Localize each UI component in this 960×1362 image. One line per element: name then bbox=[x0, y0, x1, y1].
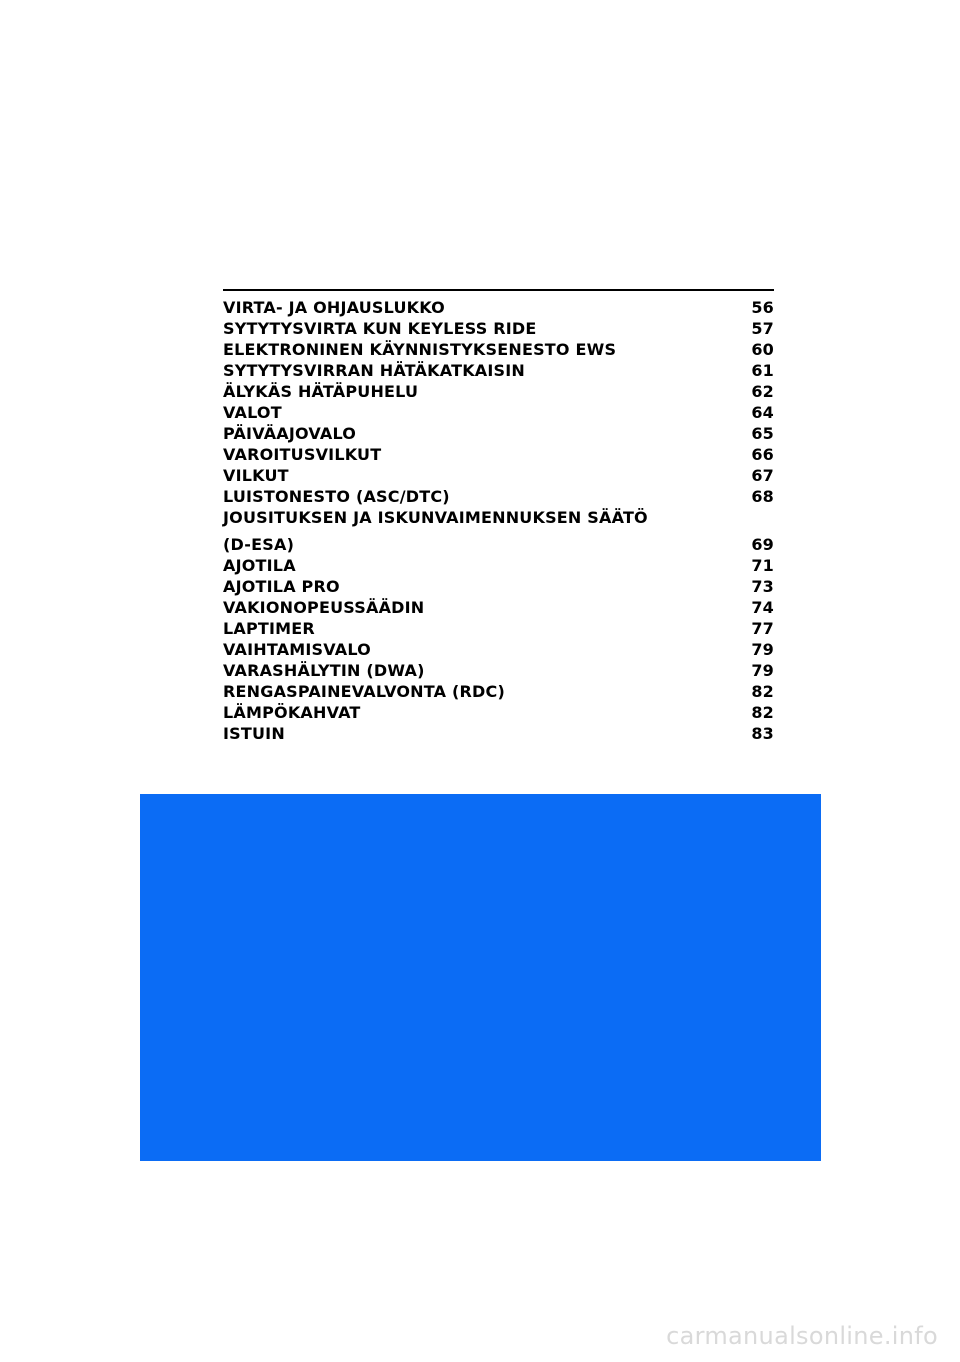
toc-entry-page: 73 bbox=[751, 577, 774, 596]
toc-entry-page: 56 bbox=[751, 298, 774, 317]
toc-entry-title: VIRTA- JA OHJAUSLUKKO bbox=[223, 298, 445, 317]
toc-row[interactable] bbox=[223, 534, 774, 555]
blue-color-block bbox=[140, 794, 821, 1161]
toc-row[interactable] bbox=[223, 381, 774, 402]
toc-entry-page: 79 bbox=[751, 640, 774, 659]
toc-entry-title: VAROITUSVILKUT bbox=[223, 445, 382, 464]
toc-entry-page: 82 bbox=[751, 703, 774, 722]
toc-row[interactable] bbox=[223, 723, 774, 744]
watermark-text: carmanualsonline.info bbox=[666, 1322, 938, 1350]
toc-row[interactable] bbox=[223, 486, 774, 507]
toc-entry-title: VAIHTAMISVALO bbox=[223, 640, 371, 659]
toc-entry-title: PÄIVÄAJOVALO bbox=[223, 424, 357, 443]
toc-row[interactable] bbox=[223, 297, 774, 318]
toc-entry-page: 82 bbox=[751, 682, 774, 701]
toc-entry-title: LÄMPÖKAHVAT bbox=[223, 703, 361, 722]
toc-entry-title: ELEKTRONINEN KÄYNNISTYKSENESTO EWS bbox=[223, 340, 617, 359]
toc-row[interactable] bbox=[223, 660, 774, 681]
toc-entry-title: ISTUIN bbox=[223, 724, 285, 743]
toc-row[interactable] bbox=[223, 555, 774, 576]
toc-entry-page: 65 bbox=[751, 424, 774, 443]
toc-entry-title: VILKUT bbox=[223, 466, 289, 485]
toc-row[interactable] bbox=[223, 702, 774, 723]
toc-entry-page: 74 bbox=[751, 598, 774, 617]
toc-row[interactable] bbox=[223, 507, 774, 534]
toc-entry-page: 79 bbox=[751, 661, 774, 680]
toc-row[interactable] bbox=[223, 618, 774, 639]
toc-entry-page: 60 bbox=[751, 340, 774, 359]
toc-entry-title: LAPTIMER bbox=[223, 619, 315, 638]
toc-row[interactable] bbox=[223, 318, 774, 339]
toc-entry-title: ÄLYKÄS HÄTÄPUHELU bbox=[223, 382, 419, 401]
toc-entry-title: VARASHÄLYTIN (DWA) bbox=[223, 661, 425, 680]
toc-entry-page: 68 bbox=[751, 487, 774, 506]
toc-entry-page: 61 bbox=[751, 361, 774, 380]
toc-row[interactable] bbox=[223, 444, 774, 465]
toc-entry-title: (D-ESA) bbox=[223, 535, 295, 554]
toc-entry-title: JOUSITUKSEN JA ISKUNVAIMENNUKSEN SÄÄTÖ bbox=[223, 508, 648, 527]
toc-row[interactable] bbox=[223, 402, 774, 423]
toc-entry-title: VAKIONOPEUSSÄÄDIN bbox=[223, 598, 425, 617]
toc-row[interactable] bbox=[223, 339, 774, 360]
toc-entry-title: AJOTILA bbox=[223, 556, 296, 575]
toc-entry-page: 67 bbox=[751, 466, 774, 485]
toc-row[interactable] bbox=[223, 465, 774, 486]
toc-entry-page: 69 bbox=[751, 535, 774, 554]
toc-entry-title: SYTYTYSVIRRAN HÄTÄKATKAISIN bbox=[223, 361, 525, 380]
toc-entry-page: 71 bbox=[751, 556, 774, 575]
toc-entry-title: SYTYTYSVIRTA KUN KEYLESS RIDE bbox=[223, 319, 537, 338]
toc-row[interactable] bbox=[223, 423, 774, 444]
toc-entry-page: 62 bbox=[751, 382, 774, 401]
toc-row[interactable] bbox=[223, 597, 774, 618]
toc-entry-title: VALOT bbox=[223, 403, 282, 422]
toc-entry-page: 64 bbox=[751, 403, 774, 422]
toc-entry-title: RENGASPAINEVALVONTA (RDC) bbox=[223, 682, 505, 701]
toc-entry-page: 83 bbox=[751, 724, 774, 743]
table-of-contents bbox=[223, 289, 774, 744]
toc-row[interactable] bbox=[223, 576, 774, 597]
toc-row[interactable] bbox=[223, 360, 774, 381]
toc-entry-page: 77 bbox=[751, 619, 774, 638]
toc-row[interactable] bbox=[223, 681, 774, 702]
toc-entry-page: 57 bbox=[751, 319, 774, 338]
toc-entry-title: LUISTONESTO (ASC/DTC) bbox=[223, 487, 450, 506]
toc-entry-title: AJOTILA PRO bbox=[223, 577, 340, 596]
toc-entry-page: 66 bbox=[751, 445, 774, 464]
toc-row[interactable] bbox=[223, 639, 774, 660]
